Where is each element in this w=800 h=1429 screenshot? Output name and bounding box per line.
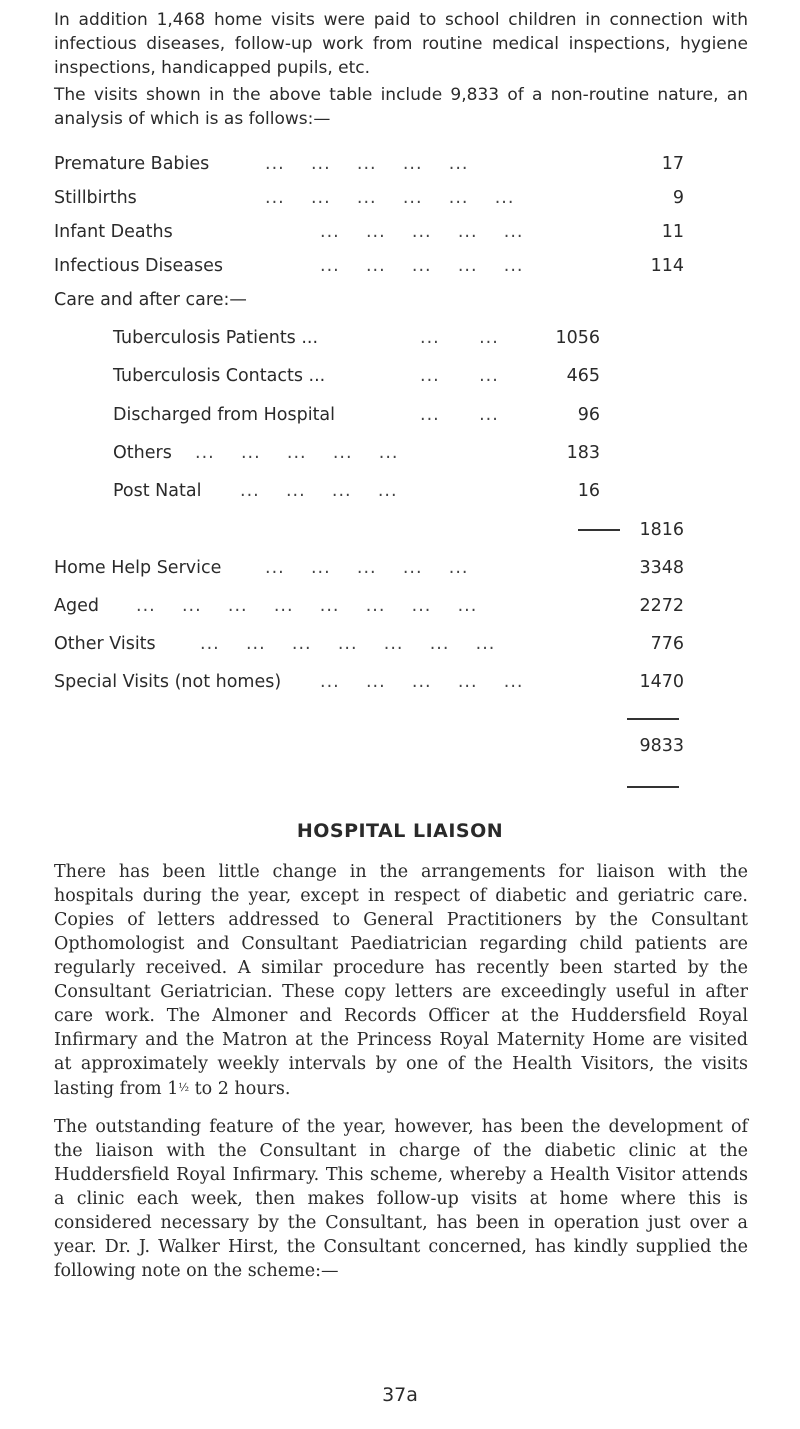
fraction-half: ½ — [178, 1081, 190, 1094]
liaison-paragraph-2: The outstanding feature of the year, however, has been the development of the liaison with the Consultant in charge of the diabetic clinic at the Huddersfield Royal Infirmary. This scheme, whereby a Health Visitor attends a clinic each week, then makes follow-up visits at home where this is considered necessary by the Consultant, has been in operation just over a year. Dr. J. Walker Hirst, the Consultant concerned, has kindly supplied the following note on the scheme:— — [54, 1117, 748, 1281]
row-value: 114 — [650, 256, 684, 276]
row-value: 465 — [566, 366, 600, 386]
intro-paragraph-1: In addition 1,468 home visits were paid to school children in connection with infectious diseases, follow-up work from routine medical inspections, hygiene inspections, handicapped pupils, etc. — [54, 10, 748, 78]
row-value: 17 — [661, 154, 684, 174]
liaison-paragraph-1-text: There has been little change in the arrangements for liaison with the hospitals during the year, except in respect of diabetic and geriatric care. Copies of letters addressed to General Practitioners by the Consultant Opthomologist and Consultant Paediatrician regarding child patients are regularly received. A similar procedure has recently been started by the Consultant Geriatrician. These copy letters are exceedingly useful in after care work. The Almoner and Records Officer at the Huddersfield Royal Infirmary and the Matron at the Princess Royal Maternity Home are visited at approximately weekly intervals by one of the Health Visitors, the visits lasting from 1 — [54, 862, 748, 1099]
total-rule-bottom — [627, 786, 679, 788]
leader-dots: ... ... ... ... ... — [320, 672, 524, 692]
total-rule-top — [627, 718, 679, 720]
row-label: Infectious Diseases — [54, 256, 223, 276]
leader-dots: ... ... ... ... ... ... ... — [200, 634, 496, 654]
row-label: Tuberculosis Patients ... — [113, 328, 319, 348]
leader-dots: ... ... ... ... ... — [320, 256, 524, 276]
section-heading: HOSPITAL LIAISON — [296, 820, 504, 842]
intro-paragraph-2: The visits shown in the above table include 9,833 of a non-routine nature, an analysis of which is as follows:— — [54, 85, 748, 129]
analysis-total-row — [0, 731, 800, 761]
row-label: Premature Babies — [54, 154, 210, 174]
row-value: 16 — [577, 481, 600, 501]
row-label: Others — [113, 443, 172, 463]
care-row-others — [0, 438, 800, 468]
row-value: 9 — [672, 188, 684, 208]
row-value: 776 — [650, 634, 684, 654]
row-value: 1470 — [639, 672, 684, 692]
row-value: 2272 — [639, 596, 684, 616]
leader-dots: ... ... ... ... ... ... ... ... — [136, 596, 478, 616]
analysis-row-stillbirths — [0, 183, 800, 213]
leader-dots: ... ... ... ... ... — [265, 154, 469, 174]
liaison-paragraph-1-end: to 2 hours. — [189, 1079, 291, 1099]
row-label: Special Visits (not homes) — [54, 672, 282, 692]
leader-dots: ... ... — [420, 405, 499, 425]
care-row-tb-contacts — [0, 361, 800, 391]
row-label: Other Visits — [54, 634, 156, 654]
care-heading-row — [0, 285, 800, 315]
page-number: 37a — [382, 1384, 418, 1406]
care-row-post-natal — [0, 476, 800, 506]
row-label: Post Natal — [113, 481, 202, 501]
analysis-row-aged — [0, 591, 800, 621]
row-label: Discharged from Hospital — [113, 405, 336, 425]
leader-dots: ... ... ... ... ... — [265, 558, 469, 578]
leader-dots: ... ... — [420, 366, 499, 386]
analysis-row-premature-babies — [0, 149, 800, 179]
analysis-row-special-visits — [0, 667, 800, 697]
analysis-row-infant-deaths — [0, 217, 800, 247]
row-value: 3348 — [639, 558, 684, 578]
row-value: 11 — [661, 222, 684, 242]
analysis-total: 9833 — [639, 736, 684, 756]
row-label: Tuberculosis Contacts ... — [113, 366, 326, 386]
row-label: Infant Deaths — [54, 222, 173, 242]
row-label: Stillbirths — [54, 188, 137, 208]
analysis-row-infectious-diseases — [0, 251, 800, 281]
leader-dots: ... ... — [420, 328, 499, 348]
row-value: 96 — [577, 405, 600, 425]
row-value: 183 — [566, 443, 600, 463]
leader-dots: ... ... ... ... ... — [195, 443, 399, 463]
care-row-tb-patients — [0, 323, 800, 353]
analysis-row-home-help — [0, 553, 800, 583]
leader-dots: ... ... ... ... ... — [320, 222, 524, 242]
care-subtotal: 1816 — [639, 520, 684, 540]
row-value: 1056 — [555, 328, 600, 348]
leader-dots: ... ... ... ... — [240, 481, 398, 501]
row-label: Home Help Service — [54, 558, 222, 578]
liaison-paragraph-1 — [54, 860, 748, 1101]
analysis-row-other-visits — [0, 629, 800, 659]
care-subtotal-row — [0, 515, 800, 545]
care-heading: Care and after care:— — [54, 290, 247, 310]
leader-dots: ... ... ... ... ... ... — [265, 188, 515, 208]
care-row-discharged — [0, 400, 800, 430]
row-label: Aged — [54, 596, 99, 616]
